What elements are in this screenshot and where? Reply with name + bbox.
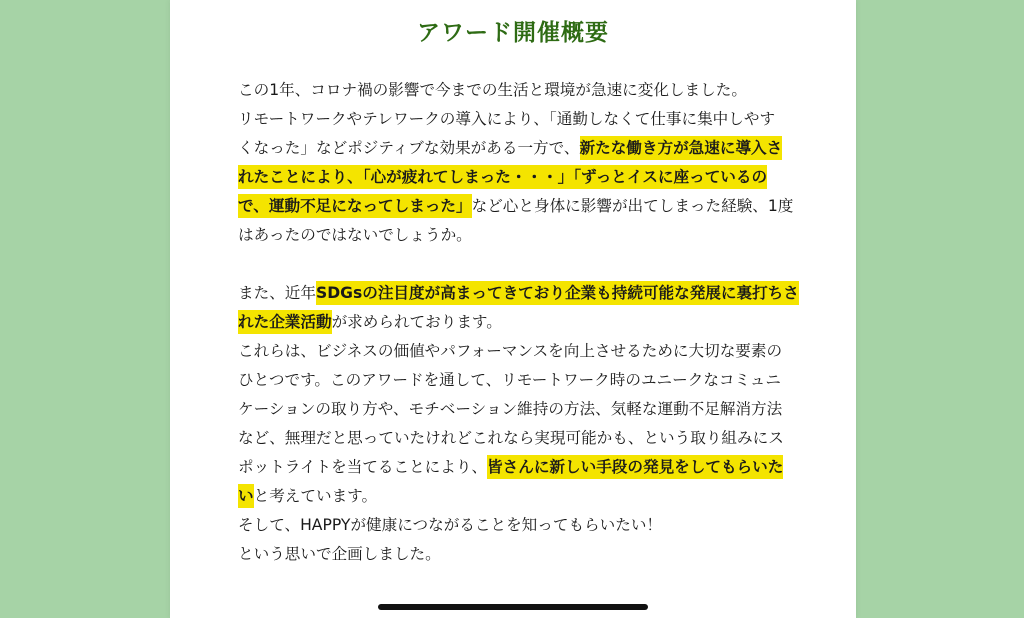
text-line: この1年、コロナ禍の影響で今までの生活と環境が急速に変化しました。 xyxy=(238,81,747,99)
text-line xyxy=(238,482,794,511)
highlighted-text: SDGsの注目度が高まってきており企業も持続可能な発展に裏打ちさ xyxy=(316,281,799,305)
text-line: ひとつです。このアワードを通して、リモートワーク時のユニークなコミュニ xyxy=(238,371,781,389)
text-segment: くなった」などポジティブな効果がある一方で、 xyxy=(238,139,580,157)
text-line xyxy=(238,453,794,482)
highlighted-text: で、運動不足になってしまった」 xyxy=(238,194,472,218)
highlighted-text: 皆さんに新しい手段の発見をしてもらいた xyxy=(487,455,783,479)
highlighted-text: れた企業活動 xyxy=(238,310,332,334)
highlighted-text: れたことにより、「心が疲れてしまった・・・」「ずっとイスに座っているの xyxy=(238,165,767,189)
text-line xyxy=(238,134,794,163)
text-line: これらは、ビジネスの価値やパフォーマンスを向上させるために大切な要素の xyxy=(238,342,783,360)
text-line xyxy=(238,308,794,337)
text-line: ケーションの取り方や、モチベーション維持の方法、気軽な運動不足解消方法 xyxy=(238,400,783,418)
highlighted-text: 新たな働き方が急速に導入さ xyxy=(580,136,783,160)
text-line xyxy=(238,163,794,192)
paragraph-gap xyxy=(238,250,794,279)
text-segment: が求められております。 xyxy=(331,313,502,331)
text-line xyxy=(238,279,799,308)
page-title: アワード開催概要 xyxy=(417,20,609,46)
content-page xyxy=(170,0,856,618)
article-body xyxy=(238,76,799,569)
text-segment: ポットライトを当てることにより、 xyxy=(238,458,488,476)
text-line: という思いで企画しました。 xyxy=(238,545,441,563)
highlighted-text: い xyxy=(238,484,254,508)
text-line: など、無理だと思っていたけれどこれなら実現可能かも、という取り組みにス xyxy=(238,429,784,447)
text-line: はあったのではないでしょうか。 xyxy=(238,226,472,244)
text-line: そして、HAPPYが健康につながることを知ってもらいたい！ xyxy=(238,516,663,534)
text-segment: と考えています。 xyxy=(253,487,378,505)
home-indicator[interactable] xyxy=(378,604,648,610)
text-segment: また、近年 xyxy=(238,284,316,302)
text-line: リモートワークやテレワークの導入により、「通勤しなくて仕事に集中しやす xyxy=(238,110,776,128)
text-line xyxy=(238,192,794,221)
text-segment: など心と身体に影響が出てしまった経験、1度 xyxy=(471,197,794,215)
